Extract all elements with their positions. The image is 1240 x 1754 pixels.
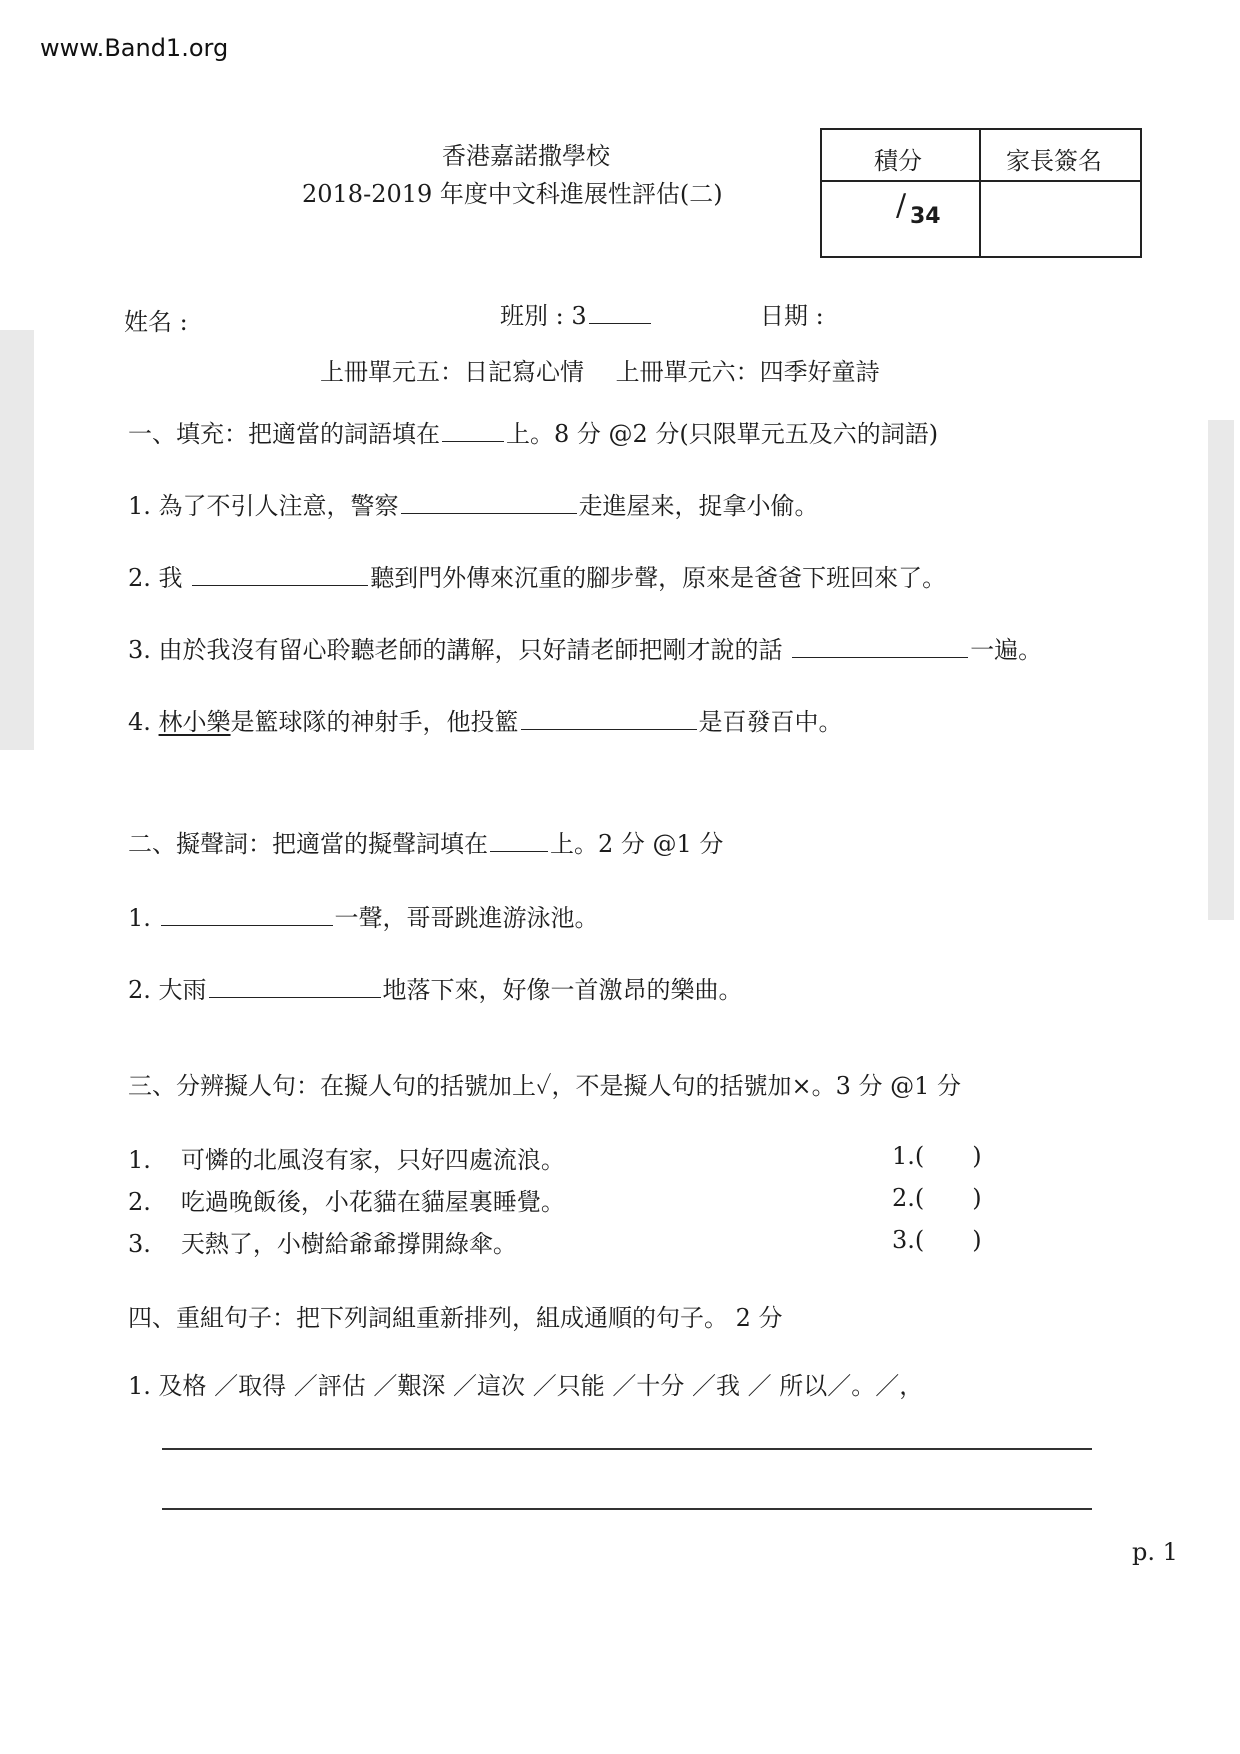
s1-question-1: 1. 為了不引人注意，警察 走進屋来，捉拿小偷。 <box>128 492 819 520</box>
s1-question-2: 2. 我 聽到門外傳來沉重的腳步聲，原來是爸爸下班回來了。 <box>128 564 947 592</box>
s2-question-2: 2. 大雨 地落下來，好像一首激昂的樂曲。 <box>128 976 743 1004</box>
word-groups: 及格 ／取得 ／評估 ／艱深 ／這次 ／只能 ／十分 ／我 ／ 所以／。／， <box>158 1372 924 1400</box>
score-total: 34 <box>910 204 941 229</box>
answer-blank[interactable] <box>209 996 381 998</box>
class-label: 班別 : 3 <box>500 302 587 330</box>
watermark: www.Band1.org <box>40 34 229 62</box>
section4-title: 四、重組句子：把下列詞組重新排列，組成通順的句子。 2 分 <box>128 1304 783 1332</box>
answer-blank[interactable] <box>792 656 968 658</box>
section2-title: 二、擬聲詞：把適當的擬聲詞填在 上。2 分 @1 分 <box>128 830 724 858</box>
s4-question-1: 1. 及格 ／取得 ／評估 ／艱深 ／這次 ／只能 ／十分 ／我 ／ 所以／。／， <box>128 1372 924 1400</box>
s3-item-3: 3. 天熱了，小樹給爺爺撐開綠傘。 <box>128 1230 517 1258</box>
section2-title-blank <box>490 850 548 852</box>
exam-title: 2018-2019 年度中文科進展性評估(二) <box>302 180 723 208</box>
name-label: 姓名 : <box>124 308 188 336</box>
class-field <box>500 296 653 331</box>
s3-bracket-2[interactable]: 2.( ) <box>892 1184 982 1212</box>
date-label: 日期 : <box>760 302 824 330</box>
s3-bracket-3[interactable]: 3.( ) <box>892 1226 982 1254</box>
person-name: 林小樂 <box>158 708 231 736</box>
score-label: 積分 <box>874 147 922 175</box>
section1-title: 一、填充：把適當的詞語填在 上。8 分 @2 分(只限單元五及六的詞語) <box>128 420 939 448</box>
section3-title: 三、分辨擬人句：在擬人句的括號加上✓，不是擬人句的括號加×。3 分 @1 分 <box>128 1072 962 1100</box>
page-number: p. 1 <box>1132 1538 1178 1566</box>
s1-question-3: 3. 由於我沒有留心聆聽老師的講解，只好請老師把剛才說的話 一遍。 <box>128 636 1043 664</box>
s3-bracket-1[interactable]: 1.( ) <box>892 1142 982 1170</box>
score-slash: / <box>896 188 907 223</box>
score-box <box>820 128 1142 258</box>
answer-line[interactable] <box>162 1448 1092 1450</box>
s3-item-2: 2. 吃過晚飯後，小花貓在貓屋裏睡覺。 <box>128 1188 565 1216</box>
s1-question-4: 4. 林小樂是籃球隊的神射手，他投籃 是百發百中。 <box>128 708 843 736</box>
unit-heading: 上冊單元五：日記寫心情 上冊單元六：四季好童詩 <box>320 358 880 386</box>
s2-question-1: 1. 一聲，哥哥跳進游泳池。 <box>128 904 599 932</box>
answer-blank[interactable] <box>521 728 697 730</box>
scan-artifact <box>0 330 34 750</box>
section1-title-blank <box>442 440 504 442</box>
school-name: 香港嘉諾撒學校 <box>442 142 610 170</box>
answer-blank[interactable] <box>401 512 577 514</box>
s3-item-1: 1. 可憐的北風沒有家，只好四處流浪。 <box>128 1146 565 1174</box>
class-blank <box>589 322 651 324</box>
answer-line[interactable] <box>162 1508 1092 1510</box>
answer-blank[interactable] <box>192 584 368 586</box>
parent-signature-label: 家長簽名 <box>1006 147 1102 175</box>
answer-blank[interactable] <box>161 924 333 926</box>
scan-artifact <box>1208 420 1234 920</box>
